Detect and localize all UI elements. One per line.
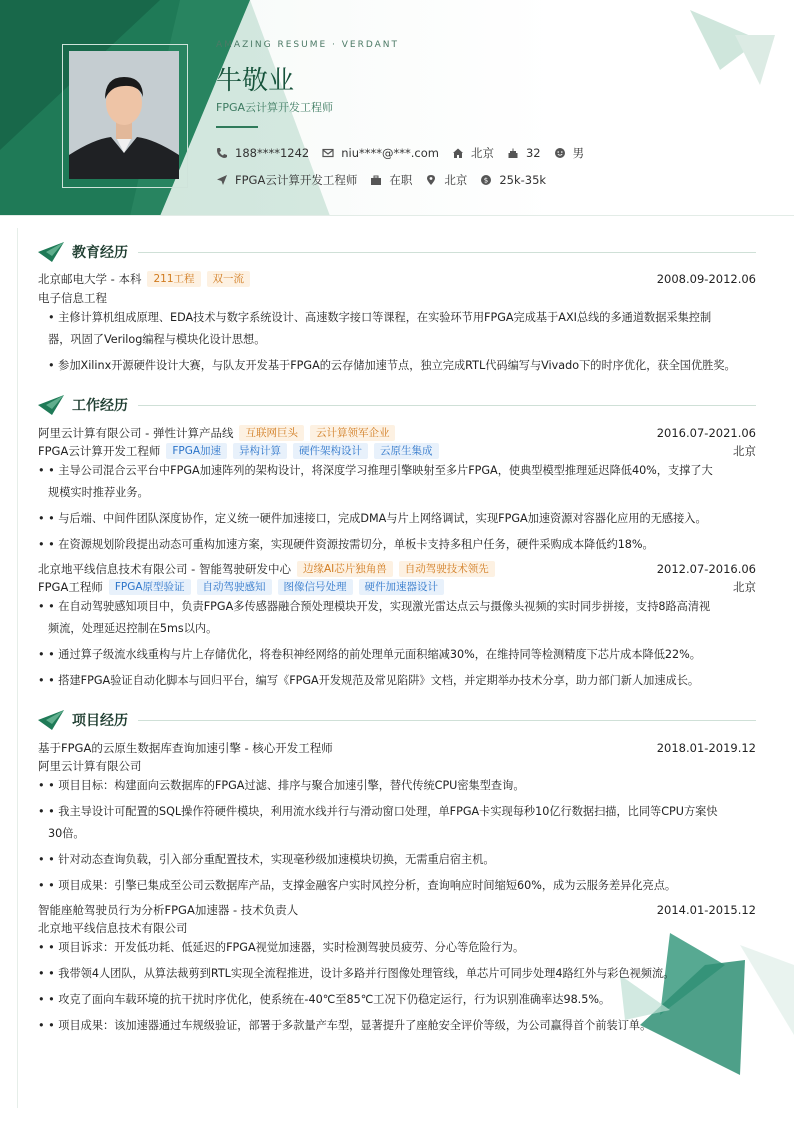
work-header: [38, 561, 756, 577]
role-tag: 异构计算: [233, 443, 287, 459]
email-item: [322, 146, 439, 160]
location-value: 北京: [444, 173, 468, 187]
bullet-text: 频流，处理延迟控制在5ms以内。: [48, 622, 218, 635]
candidate-name: 牛敬业: [216, 66, 295, 96]
work-bullet-cont: [38, 618, 756, 640]
smile-icon: [554, 147, 566, 159]
edu-bullet-cont: [38, 329, 756, 351]
project-date: 2018.01-2019.12: [656, 741, 756, 755]
project-bullet: [38, 963, 756, 985]
bullet-text: 30倍。: [48, 827, 85, 840]
bullet-text: • • 在自动驾驶感知项目中，负责FPGA多传感器融合预处理模块开发，实现激光雷达点云与摄像头视频的实时同步拼接，支持8路高清视: [38, 600, 711, 613]
contact-row: [216, 145, 597, 161]
project-name: 基于FPGA的云原生数据库查询加速引擎 - 核心开发工程师: [38, 741, 333, 755]
role-tag: FPGA加速: [166, 443, 227, 459]
section-title-text: 项目经历: [72, 713, 128, 729]
section-flag-icon: [38, 395, 64, 415]
project-bullet: [38, 775, 756, 797]
brand-label: AMAZING RESUME · VERDANT: [216, 40, 399, 50]
candidate-title: FPGA云计算开发工程师: [216, 101, 334, 114]
company-tag: 边缘AI芯片独角兽: [297, 561, 393, 577]
work-date: 2016.07-2021.06: [656, 426, 756, 440]
bullet-text: • • 与后端、中间件团队深度协作，定义统一硬件加速接口，完成DMA与片上网络调试，实现FPGA加速资源对容器化应用的无感接入。: [38, 512, 707, 525]
section-projects: [38, 709, 756, 731]
bullet-text: • • 我主导设计可配置的SQL操作符硬件模块，利用流水线并行与滑动窗口处理，单FPGA卡实现每秒10亿行数据扫描，比同等CPU方案快: [38, 805, 718, 818]
job-row: [216, 172, 559, 188]
project-bullet: [38, 849, 756, 871]
coin-icon: [480, 174, 492, 186]
header: [0, 0, 794, 216]
location-item: [425, 172, 467, 188]
city-value: 北京: [470, 146, 494, 160]
section-title-text: 教育经历: [72, 245, 128, 261]
bullet-text: • • 通过算子级流水线重构与片上存储优化，将卷积神经网络的前处理单元面积缩减30%，在维持同等检测精度下芯片成本降低22%。: [38, 648, 701, 661]
project-bullet-cont: [38, 823, 756, 845]
bullet-text: • • 项目目标：构建面向云数据库的FPGA过滤、排序与聚合加速引擎，替代传统CPU密集型查询。: [38, 779, 525, 792]
project-name: 智能座舱驾驶员行为分析FPGA加速器 - 技术负责人: [38, 903, 299, 917]
bullet-text: • • 攻克了面向车载环境的抗干扰时序优化，使系统在-40℃至85℃工况下仍稳定运行，行为识别准确率达98.5%。: [38, 993, 611, 1006]
send-icon: [216, 174, 228, 186]
bullet-text: • 参加Xilinx开源硬件设计大赛，与队友开发基于FPGA的云存储加速节点，独立完成RTL代码编写与Vivado下的时序优化，获全国优胜奖。: [48, 359, 736, 372]
role-tag: 硬件架构设计: [293, 443, 368, 459]
work-role: FPGA云计算开发工程师: [38, 444, 161, 458]
work-bullet: [38, 596, 756, 618]
edu-tag: 211工程: [147, 271, 200, 287]
age-value: 32: [525, 146, 541, 160]
age-item: [507, 146, 541, 160]
phone-value: 188****1242: [235, 146, 310, 160]
cake-icon: [507, 147, 519, 159]
company-tag: 云计算领军企业: [310, 425, 396, 441]
work-bullet: [38, 508, 756, 530]
bullet-text: • • 项目成果：引擎已集成至公司云数据库产品，支撑金融客户实时风控分析，查询响应时间缩短60%，成为云服务差异化亮点。: [38, 879, 677, 892]
work-company: 阿里云计算有限公司 - 弹性计算产品线: [38, 426, 234, 440]
bullet-text: • • 在资源规划阶段提出动态可重构加速方案，实现硬件资源按需切分，单板卡支持多租户任务，硬件采购成本降低约18%。: [38, 538, 654, 551]
home-icon: [452, 147, 464, 159]
work-role: FPGA工程师: [38, 580, 103, 594]
work-company: 北京地平线信息技术有限公司 - 智能驾驶研发中心: [38, 562, 291, 576]
role-tag: 硬件加速器设计: [359, 579, 445, 595]
project-bullet: [38, 801, 756, 823]
section-education: [38, 241, 756, 263]
role-tag: FPGA原型验证: [109, 579, 191, 595]
project-header: [38, 740, 756, 756]
project-org-text: 北京地平线信息技术有限公司: [38, 921, 188, 935]
left-rule: [17, 228, 18, 1108]
status-item: [370, 172, 412, 188]
work-header: [38, 425, 756, 441]
status-value: 在职: [389, 173, 413, 187]
project-bullet: [38, 1015, 756, 1037]
role-tag: 自动驾驶感知: [197, 579, 272, 595]
email-value: niu****@***.com: [341, 146, 439, 160]
work-bullet: [38, 670, 756, 692]
gender-value: 男: [572, 146, 585, 160]
bullet-text: 器，巩固了Verilog编程与模块化设计思想。: [48, 333, 266, 346]
edu-major: [38, 290, 756, 306]
section-rule: [138, 252, 756, 253]
work-bullet: [38, 644, 756, 666]
bullet-text: • • 针对动态查询负载，引入部分重配置技术，实现毫秒级加速模块切换，无需重启宿主机。: [38, 853, 495, 866]
phone-item: [216, 146, 309, 160]
section-rule: [138, 405, 756, 406]
location-pin-icon: [425, 174, 437, 186]
company-tag: 互联网巨头: [239, 425, 304, 441]
section-flag-icon: [38, 710, 64, 730]
svg-text:$: $: [484, 176, 489, 185]
work-bullet-cont: [38, 482, 756, 504]
edu-date: 2008.09-2012.06: [656, 272, 756, 286]
edu-tag: 双一流: [207, 271, 251, 287]
work-city: 北京: [733, 444, 756, 458]
bullet-text: • 主修计算机组成原理、EDA技术与数字系统设计、高速数字接口等课程，在实验环节用FPGA完成基于AXI总线的多通道数据采集控制: [48, 311, 712, 324]
company-tag: 自动驾驶技术领先: [399, 561, 495, 577]
section-work: [38, 394, 756, 416]
work-bullet: [38, 534, 756, 556]
role-tag: 图像信号处理: [278, 579, 353, 595]
work-date: 2012.07-2016.06: [656, 562, 756, 576]
bullet-text: • • 主导公司混合云平台中FPGA加速阵列的架构设计，将深度学习推理引擎映射至多片FPGA，使典型模型推理延迟降低40%，支撑了大: [38, 464, 713, 477]
section-flag-icon: [38, 242, 64, 262]
project-bullet: [38, 875, 756, 897]
bullet-text: • • 搭建FPGA验证自动化脚本与回归平台，编写《FPGA开发规范及常见陷阱》文档，并定期举办技术分享，助力部门新人加速成长。: [38, 674, 700, 687]
job-value: FPGA云计算开发工程师: [235, 173, 358, 187]
project-bullet: [38, 937, 756, 959]
salary-value: 25k-35k: [499, 173, 547, 187]
bullet-text: 规模实时推荐业务。: [48, 486, 149, 499]
project-date: 2014.01-2015.12: [656, 903, 756, 917]
work-role-row: [38, 443, 756, 459]
edu-bullet: [38, 307, 756, 329]
edu-header: [38, 271, 756, 287]
bullet-text: • • 项目成果：该加速器通过车规级验证，部署于多款量产车型，显著提升了座舱安全评价等级，为公司赢得首个前装订单。: [38, 1019, 652, 1032]
work-role-row: [38, 579, 756, 595]
gender-item: [554, 145, 585, 161]
city-item: [452, 145, 494, 161]
section-title-text: 工作经历: [72, 398, 128, 414]
job-item: [216, 172, 357, 188]
bullet-text: • • 项目诉求：开发低功耗、低延迟的FPGA视觉加速器，实时检测驾驶员疲劳、分心等危险行为。: [38, 941, 525, 954]
project-org-text: 阿里云计算有限公司: [38, 759, 142, 773]
section-rule: [138, 720, 756, 721]
edu-bullet: [38, 355, 756, 377]
salary-item: [480, 173, 546, 187]
role-tag: 云原生集成: [374, 443, 439, 459]
bullet-text: • • 我带领4人团队，从算法裁剪到RTL实现全流程推进，设计多路并行图像处理管线，单芯片可同步处理4路红外与彩色视频流。: [38, 967, 675, 980]
avatar: [69, 51, 179, 179]
project-org: [38, 920, 756, 936]
edu-school: 北京邮电大学 - 本科: [38, 272, 142, 286]
work-city: 北京: [733, 580, 756, 594]
project-org: [38, 758, 756, 774]
email-icon: [322, 147, 334, 159]
title-underline: [216, 126, 258, 128]
project-header: [38, 902, 756, 918]
work-bullet: [38, 460, 756, 482]
header-divider: [0, 215, 794, 216]
briefcase-icon: [370, 174, 382, 186]
phone-icon: [216, 147, 228, 159]
edu-major-text: 电子信息工程: [38, 291, 107, 305]
project-bullet: [38, 989, 756, 1011]
